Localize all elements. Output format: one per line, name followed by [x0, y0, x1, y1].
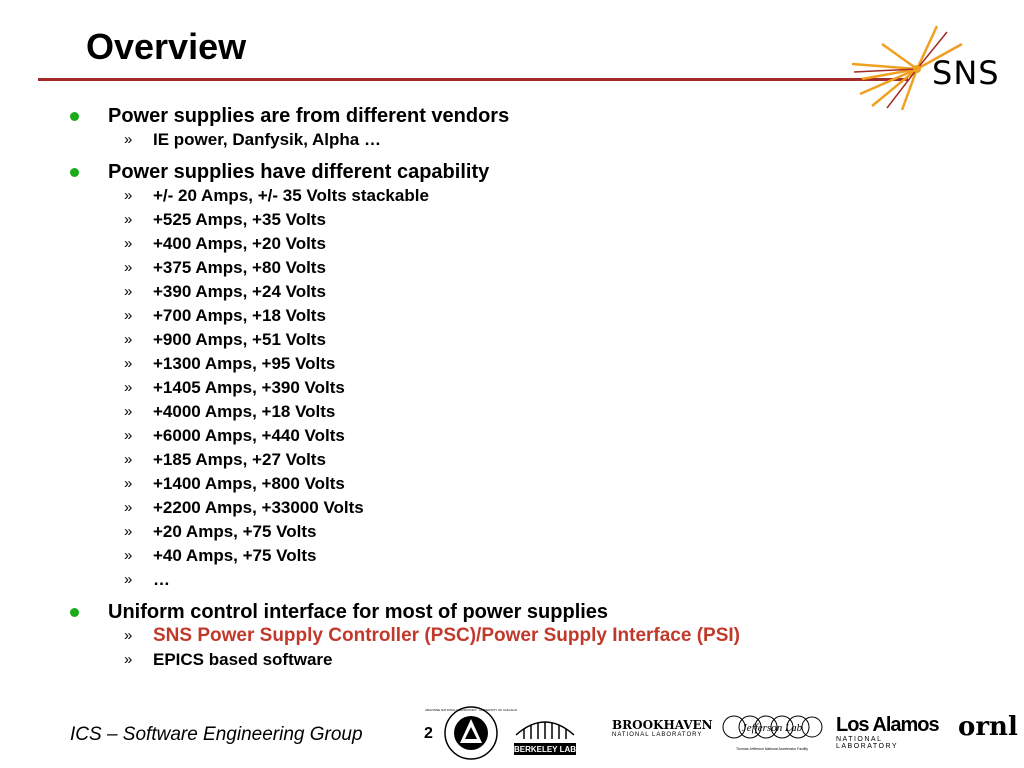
bullet-level1-text: Uniform control interface for most of power supplies: [108, 601, 609, 623]
green-bullet-icon: [70, 112, 79, 121]
bullet-level1: [70, 160, 970, 184]
berkeley-logo: [512, 705, 578, 755]
bullet-level2-text: +1300 Amps, +95 Volts: [153, 354, 336, 373]
bullet-level2: [70, 232, 970, 256]
bullet-level2: [70, 352, 970, 376]
chevron-bullet-icon: »: [124, 355, 133, 372]
los-alamos-main: Los Alamos: [836, 714, 939, 736]
chevron-bullet-icon: »: [124, 627, 133, 644]
chevron-bullet-icon: »: [124, 451, 133, 468]
bullet-level2-text: +6000 Amps, +440 Volts: [153, 426, 345, 445]
bullet-level2: [70, 472, 970, 496]
bullet-level2: [70, 304, 970, 328]
bullet-level2-text: +1405 Amps, +390 Volts: [153, 378, 345, 397]
chevron-bullet-icon: »: [124, 651, 133, 668]
chevron-bullet-icon: »: [124, 235, 133, 252]
bullet-level2: [70, 128, 970, 152]
chevron-bullet-icon: »: [124, 331, 133, 348]
green-bullet-icon: [70, 608, 79, 617]
sns-logo-text: SNS: [932, 54, 1000, 92]
bullet-level2-text: +4000 Amps, +18 Volts: [153, 402, 336, 421]
jefferson-sub: Thomas Jefferson National Accelerator Facility: [735, 747, 809, 751]
chevron-bullet-icon: »: [124, 131, 133, 148]
brookhaven-logo: [612, 718, 713, 768]
los-alamos-sub: NATIONAL LABORATORY: [836, 736, 899, 750]
chevron-bullet-icon: »: [124, 403, 133, 420]
brookhaven-sub: NATIONAL LABORATORY: [612, 732, 703, 738]
bullet-level2-text: +400 Amps, +20 Volts: [153, 234, 326, 253]
page-number: 2: [424, 725, 433, 742]
bullet-level2: [70, 448, 970, 472]
chevron-bullet-icon: »: [124, 499, 133, 516]
chevron-bullet-icon: »: [124, 427, 133, 444]
bullet-level1: [70, 104, 970, 128]
bullet-level1: [70, 600, 970, 624]
bullet-level2: [70, 544, 970, 568]
chevron-bullet-icon: »: [124, 259, 133, 276]
chevron-bullet-icon: »: [124, 283, 133, 300]
footer-group: ICS – Software Engineering Group: [70, 724, 363, 745]
chevron-bullet-icon: »: [124, 187, 133, 204]
bullet-level2: [70, 376, 970, 400]
green-bullet-icon: [70, 168, 79, 177]
chevron-bullet-icon: »: [124, 523, 133, 540]
bullet-level2-text: +40 Amps, +75 Volts: [153, 546, 317, 565]
chevron-bullet-icon: »: [124, 307, 133, 324]
bullet-level2-text: EPICS based software: [153, 650, 333, 669]
bullet-level2: [70, 568, 970, 592]
slide-title: Overview: [86, 26, 247, 67]
los-alamos-logo: [836, 714, 946, 764]
bullet-level2: [70, 648, 970, 672]
bullet-level2-text: +525 Amps, +35 Volts: [153, 210, 326, 229]
bullet-level2: [70, 256, 970, 280]
bullet-level2: [70, 624, 970, 648]
bullet-level2-text: IE power, Danfysik, Alpha …: [153, 130, 381, 149]
bullet-level2-text: +375 Amps, +80 Volts: [153, 258, 326, 277]
bullet-level2: [70, 328, 970, 352]
bullet-level2: [70, 184, 970, 208]
title-rule: [38, 78, 908, 81]
bullet-level2: [70, 400, 970, 424]
bullet-level2-text: …: [153, 570, 170, 589]
jefferson-logo: [720, 712, 824, 762]
chevron-bullet-icon: »: [124, 571, 133, 588]
chevron-bullet-icon: »: [124, 379, 133, 396]
bullet-level2-text: +700 Amps, +18 Volts: [153, 306, 326, 325]
bullet-level2-text: +900 Amps, +51 Volts: [153, 330, 326, 349]
bullet-level2: [70, 208, 970, 232]
argonne-text: ARGONNE NATIONAL LABORATORY · UNIVERSITY OF CHICAGO: [424, 708, 518, 712]
bullet-level2: [70, 496, 970, 520]
bullet-level1-text: Power supplies are from different vendors: [108, 105, 510, 127]
bullet-level2: [70, 280, 970, 304]
sns-logo: [842, 24, 1000, 114]
bullet-level2-text: +185 Amps, +27 Volts: [153, 450, 326, 469]
bullet-level2-text: +20 Amps, +75 Volts: [153, 522, 317, 541]
bullet-level2: [70, 424, 970, 448]
chevron-bullet-icon: »: [124, 475, 133, 492]
argonne-logo: [424, 705, 518, 755]
brookhaven-main: BROOKHAVEN: [612, 718, 713, 732]
ornl-logo: ornl: [958, 712, 1018, 742]
bullet-level1-text: Power supplies have different capability: [108, 161, 490, 183]
bullet-level2-text: +1400 Amps, +800 Volts: [153, 474, 345, 493]
jefferson-main: Jefferson Lab: [741, 722, 803, 734]
bullet-level2: [70, 520, 970, 544]
bullet-content: [70, 104, 970, 672]
chevron-bullet-icon: »: [124, 211, 133, 228]
berkeley-text: BERKELEY LAB: [513, 745, 577, 754]
bullet-level2-text: +390 Amps, +24 Volts: [153, 282, 326, 301]
argonne-emblem: [424, 705, 518, 761]
bullet-level2-text: SNS Power Supply Controller (PSC)/Power Supply Interface (PSI): [153, 625, 740, 646]
bullet-level2-text: +/- 20 Amps, +/- 35 Volts stackable: [153, 186, 429, 205]
bullet-level2-text: +2200 Amps, +33000 Volts: [153, 498, 364, 517]
chevron-bullet-icon: »: [124, 547, 133, 564]
